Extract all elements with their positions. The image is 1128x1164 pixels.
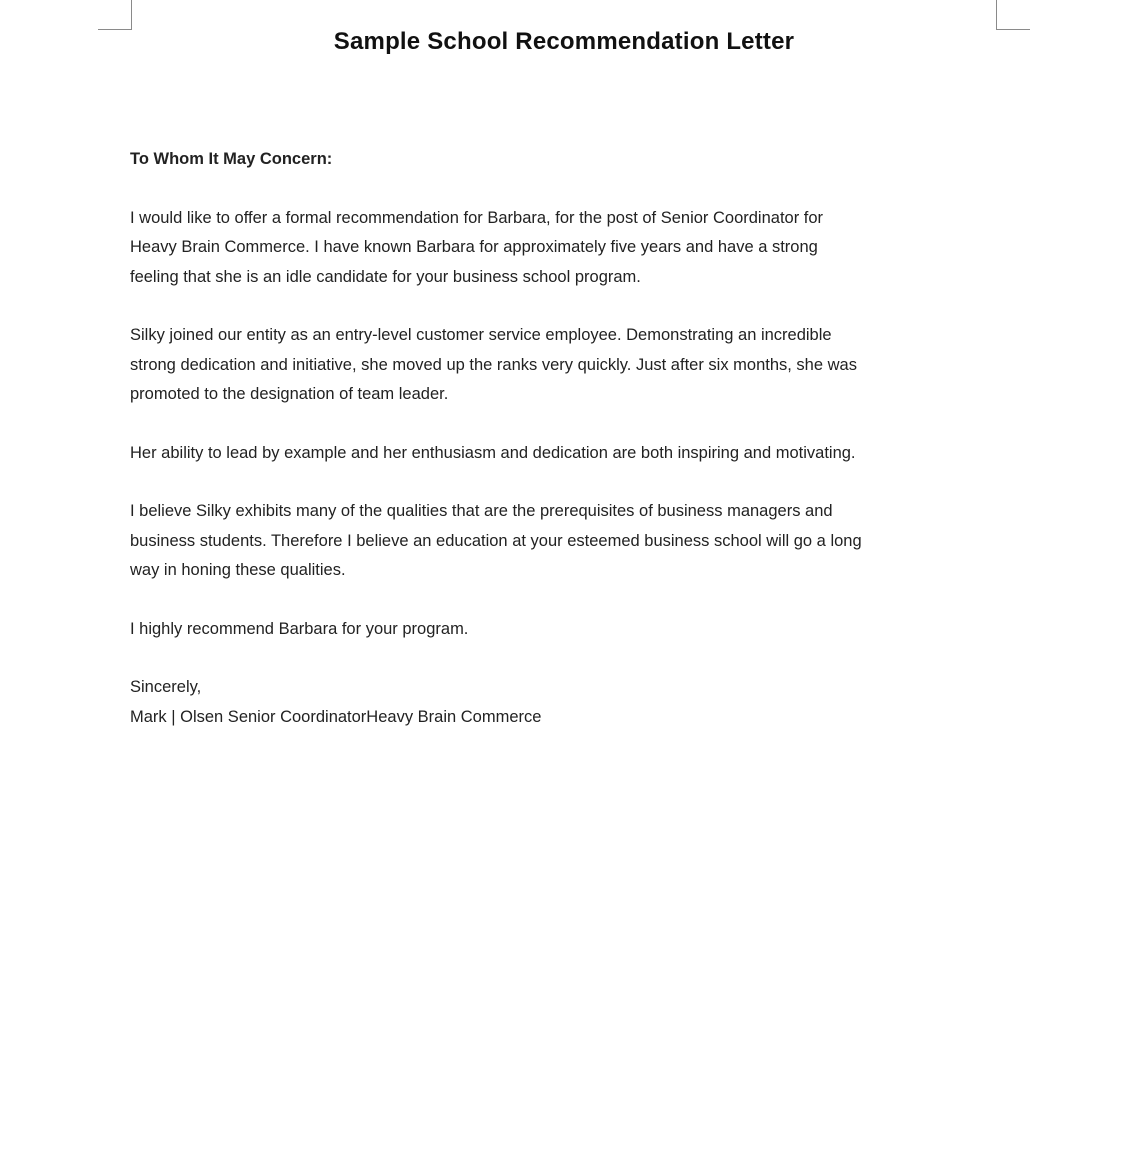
closing-block [130, 673, 1010, 732]
paragraph-line: feeling that she is an idle candidate for your business school program. [130, 267, 641, 286]
signature: Mark | Olsen Senior CoordinatorHeavy Brain Commerce [130, 707, 542, 726]
paragraph-4 [130, 497, 1010, 586]
paragraph-line: strong dedication and initiative, she moved up the ranks very quickly. Just after six months, she was [130, 355, 857, 374]
paragraph-line: I would like to offer a formal recommendation for Barbara, for the post of Senior Coordinator for [130, 208, 824, 227]
page-corner-mark-top-left [98, 0, 132, 30]
paragraph-line: Her ability to lead by example and her enthusiasm and dedication are both inspiring and motivating. [130, 443, 856, 462]
closing: Sincerely, [130, 678, 202, 696]
paragraph-1 [130, 204, 1010, 293]
paragraph-5 [130, 615, 1010, 645]
paragraph-3 [130, 439, 1010, 469]
salutation: To Whom It May Concern: [130, 150, 333, 168]
paragraph-2 [130, 321, 1010, 410]
paragraph-line: I highly recommend Barbara for your program. [130, 619, 469, 638]
paragraph-line: Heavy Brain Commerce. I have known Barbara for approximately five years and have a strong [130, 238, 818, 256]
paragraph-line: Silky joined our entity as an entry-level customer service employee. Demonstrating an incredible [130, 326, 832, 344]
paragraph-line: I believe Silky exhibits many of the qualities that are the prerequisites of business managers and [130, 502, 833, 520]
paragraph-line: business students. Therefore I believe an education at your esteemed business school will go a long [130, 531, 862, 550]
letter-title: Sample School Recommendation Letter [333, 28, 795, 55]
letter-body [130, 145, 1010, 732]
paragraph-line: promoted to the designation of team leader. [130, 385, 449, 403]
page-corner-mark-top-right [996, 0, 1030, 30]
paragraph-line: way in honing these qualities. [130, 561, 346, 579]
